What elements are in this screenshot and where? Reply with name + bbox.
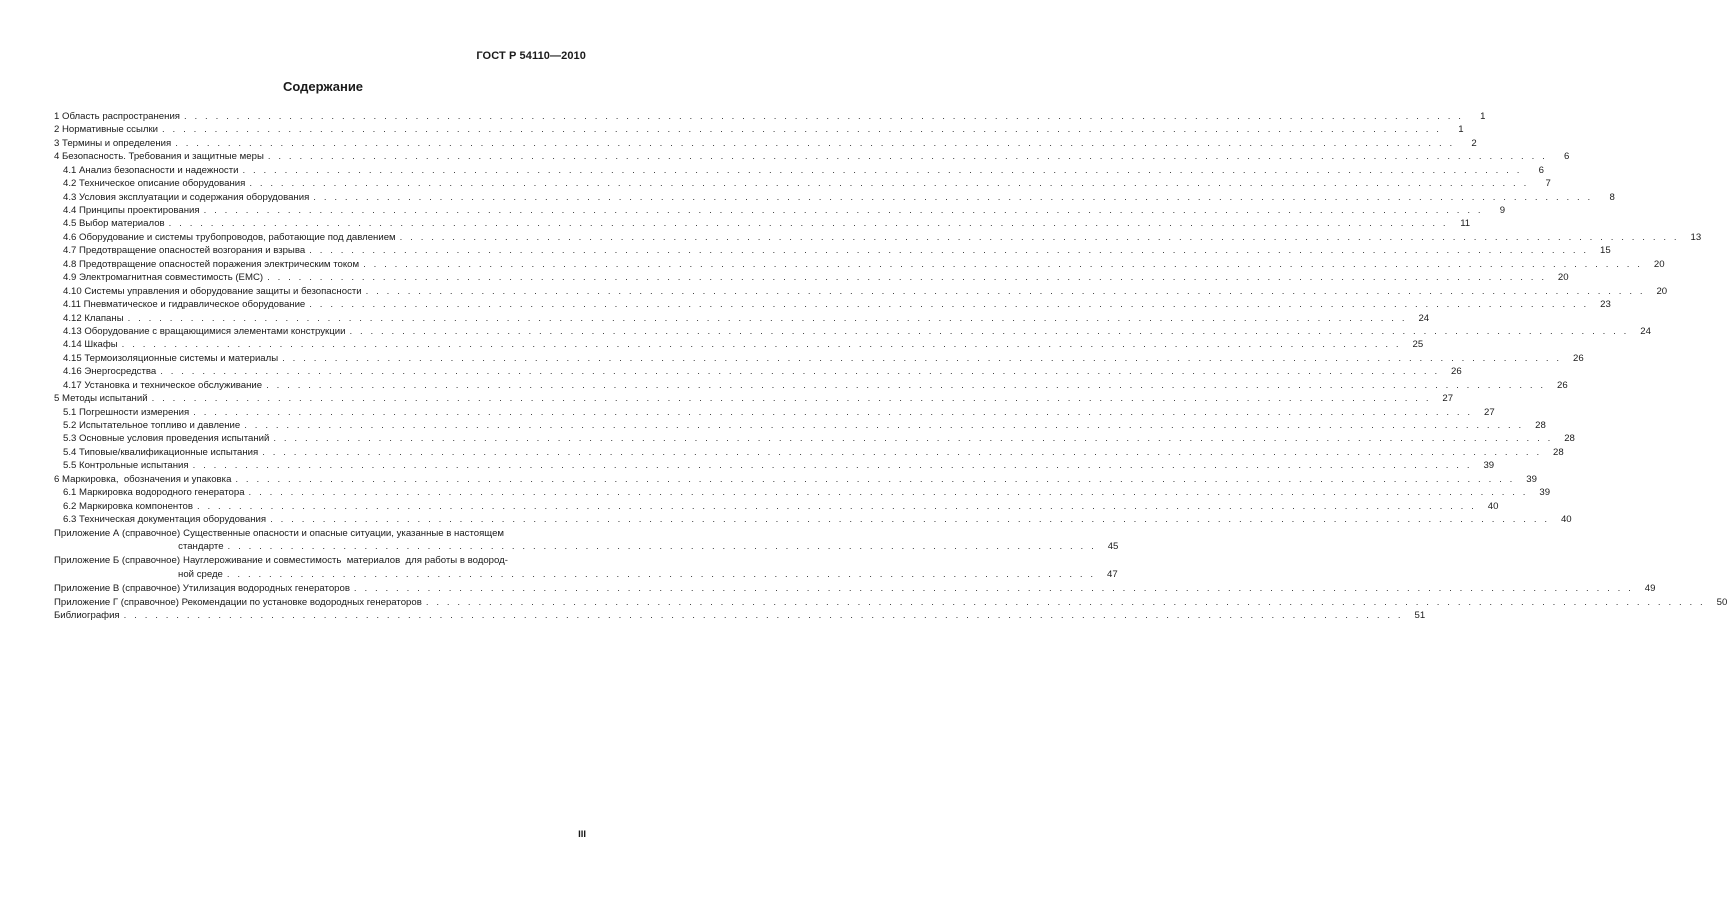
toc-entry-label: 4.6 Оборудование и системы трубопроводов, работающие под давлением xyxy=(63,231,396,243)
toc-entry[interactable] xyxy=(54,352,1584,365)
dot-leader xyxy=(242,164,1522,177)
dot-leader xyxy=(128,312,1408,325)
toc-entry-page: 11 xyxy=(1460,218,1471,230)
toc-entry-page: 15 xyxy=(1600,245,1611,257)
toc-entry[interactable] xyxy=(54,433,1575,446)
toc-entry[interactable] xyxy=(54,164,1544,177)
toc-entry[interactable] xyxy=(54,137,1477,150)
toc-entry[interactable] xyxy=(54,365,1462,378)
toc-entry-appendix-a[interactable] xyxy=(54,527,1119,554)
toc-entry-page: 45 xyxy=(1107,540,1119,552)
toc-entry-page: 1 xyxy=(1480,110,1486,122)
dot-leader xyxy=(124,609,1404,622)
toc-entry-label: 4.1 Анализ безопасности и надежности xyxy=(63,164,239,176)
toc-entry-label: 1 Область распространения xyxy=(54,110,180,122)
toc-entry-label: 4.5 Выбор материалов xyxy=(63,218,165,230)
toc-entry-page: 39 xyxy=(1483,460,1495,472)
toc-entry-page: 49 xyxy=(1644,583,1656,595)
toc-entry-label: 6 Маркировка, обозначения и упаковка xyxy=(54,473,232,485)
toc-entry-page: 28 xyxy=(1553,446,1564,458)
toc-entry-label: 4.3 Условия эксплуатации и содержания оборудования xyxy=(63,191,310,203)
appendix-prefix: Приложение Б (справочное) xyxy=(54,555,181,567)
toc-entry-label: Библиография xyxy=(54,610,120,622)
page-title: Содержание xyxy=(282,79,364,94)
appendix-prefix: Приложение А (справочное) xyxy=(54,527,181,539)
dot-leader xyxy=(349,325,1629,338)
toc-entry-label: 4.8 Предотвращение опасностей поражения электрическим током xyxy=(63,258,360,270)
toc-entry-label: 3 Термины и определения xyxy=(54,137,172,149)
toc-entry-page: 39 xyxy=(1526,473,1537,485)
toc-entry[interactable] xyxy=(54,177,1551,190)
page-number: III xyxy=(578,829,586,840)
toc-entry-page: 28 xyxy=(1535,420,1546,432)
dot-leader xyxy=(270,513,1550,526)
dot-leader xyxy=(204,204,1484,217)
toc-entry-page: 40 xyxy=(1560,514,1572,526)
toc-entry-label: 4 Безопасность. Требования и защитные меры xyxy=(54,151,264,163)
toc-entry-page: 7 xyxy=(1545,178,1551,190)
toc-entry[interactable] xyxy=(54,150,1570,163)
toc-entry-label: 6.3 Техническая документация оборудования xyxy=(63,514,267,526)
toc-entry-label: 6.2 Маркировка компонентов xyxy=(63,500,193,512)
dot-leader xyxy=(249,486,1529,499)
toc-entry-label: 4.4 Принципы проектирования xyxy=(63,205,200,217)
toc-entry[interactable] xyxy=(54,271,1569,284)
toc-entry[interactable] xyxy=(54,204,1506,217)
dot-leader xyxy=(309,298,1589,311)
toc-entry-label: 4.16 Энергосредства xyxy=(63,366,157,378)
toc-entry-page: 20 xyxy=(1557,272,1569,284)
toc-entry[interactable] xyxy=(54,312,1430,325)
dot-leader xyxy=(354,582,1634,595)
toc-entry-page: 24 xyxy=(1640,325,1651,337)
dot-leader xyxy=(262,446,1542,459)
toc-entry[interactable] xyxy=(54,123,1464,136)
dot-leader xyxy=(266,379,1546,392)
toc-entry-label: 4.9 Электромагнитная совместимость (ЕМС) xyxy=(63,272,264,284)
dot-leader xyxy=(282,352,1562,365)
toc-entry-page: 6 xyxy=(1538,164,1544,176)
dot-leader xyxy=(273,432,1553,445)
table-of-contents xyxy=(54,110,1727,623)
toc-entry-page: 28 xyxy=(1564,433,1575,445)
appendix-title-line1: Науглероживание и совместимость материалов для работы в водород- xyxy=(183,555,508,567)
dot-leader xyxy=(184,110,1464,123)
dot-leader xyxy=(268,150,1548,163)
dot-leader xyxy=(175,137,1455,150)
toc-entry-page: 1 xyxy=(1458,124,1464,136)
dot-leader xyxy=(169,217,1449,230)
dot-leader xyxy=(197,500,1477,513)
dot-leader xyxy=(228,540,1097,553)
toc-entry[interactable] xyxy=(54,218,1471,231)
dot-leader xyxy=(400,231,1680,244)
toc-entry-page: 39 xyxy=(1539,487,1551,499)
toc-entry-page: 23 xyxy=(1600,299,1611,311)
toc-entry-label: 5.5 Контрольные испытания xyxy=(63,460,189,472)
dot-leader xyxy=(235,473,1515,486)
toc-entry-label: Приложение Г (справочное) Рекомендации по установке водородных генераторов xyxy=(54,596,422,608)
toc-entry[interactable] xyxy=(54,338,1424,351)
toc-entry-page: 27 xyxy=(1442,393,1454,405)
dot-leader xyxy=(162,123,1442,136)
dot-leader xyxy=(313,191,1593,204)
toc-entry-page: 47 xyxy=(1107,568,1118,580)
toc-entry-label: 5.3 Основные условия проведения испытаний xyxy=(63,433,270,445)
dot-leader xyxy=(249,177,1529,190)
toc-entry-appendix-b[interactable] xyxy=(54,554,1118,581)
toc-entry-label: 2 Нормативные ссылки xyxy=(54,124,159,136)
toc-entry-label: 4.2 Техническое описание оборудования xyxy=(63,178,246,190)
toc-entry[interactable] xyxy=(54,285,1668,298)
document-code: ГОСТ Р 54110—2010 xyxy=(476,50,586,62)
toc-entry-page: 20 xyxy=(1656,285,1668,297)
toc-entry[interactable] xyxy=(54,419,1546,432)
appendix-title-line1: Существенные опасности и опасные ситуации, указанные в настоящем xyxy=(183,527,505,539)
toc-entry[interactable] xyxy=(54,258,1665,271)
dot-leader xyxy=(309,244,1589,257)
toc-entry-appendix-v[interactable] xyxy=(54,582,1656,595)
dot-leader xyxy=(152,392,1432,405)
toc-entry-label: 4.13 Оборудование с вращающимися элементами конструкции xyxy=(63,325,346,337)
dot-leader xyxy=(122,338,1402,351)
toc-entry-page: 24 xyxy=(1418,312,1430,324)
toc-entry-label: 5.4 Типовые/квалификационные испытания xyxy=(63,446,259,458)
toc-entry-page: 2 xyxy=(1471,137,1477,149)
toc-entry-bibliography[interactable] xyxy=(54,609,1426,622)
toc-entry[interactable] xyxy=(54,513,1572,526)
dot-leader xyxy=(366,285,1646,298)
toc-entry-label: 5 Методы испытаний xyxy=(54,393,148,405)
dot-leader xyxy=(227,568,1096,581)
toc-entry-page: 20 xyxy=(1653,258,1665,270)
toc-entry-appendix-g[interactable] xyxy=(54,596,1727,609)
toc-entry[interactable] xyxy=(54,110,1486,123)
appendix-title-line2: ной среде xyxy=(178,568,223,580)
toc-entry-label: 4.12 Клапаны xyxy=(63,312,124,324)
toc-entry[interactable] xyxy=(54,392,1454,405)
toc-entry-page: 13 xyxy=(1690,231,1702,243)
toc-entry[interactable] xyxy=(54,325,1651,338)
toc-entry-page: 25 xyxy=(1412,339,1424,351)
toc-entry-page: 26 xyxy=(1572,352,1584,364)
toc-entry-label: 4.14 Шкафы xyxy=(63,339,118,351)
toc-entry-page: 51 xyxy=(1414,610,1426,622)
toc-entry[interactable] xyxy=(54,298,1611,311)
dot-leader xyxy=(363,258,1643,271)
dot-leader xyxy=(426,596,1706,609)
toc-entry-label: 4.15 Термоизоляционные системы и материалы xyxy=(63,352,279,364)
toc-entry-page: 26 xyxy=(1556,379,1568,391)
toc-entry[interactable] xyxy=(54,473,1537,486)
dot-leader xyxy=(244,419,1524,432)
toc-entry-label: 6.1 Маркировка водородного генератора xyxy=(63,487,245,499)
toc-entry-page: 26 xyxy=(1451,366,1462,378)
toc-entry[interactable] xyxy=(54,191,1615,204)
toc-entry-label: 5.2 Испытательное топливо и давление xyxy=(63,420,241,432)
toc-entry[interactable] xyxy=(54,459,1495,472)
dot-leader xyxy=(160,365,1440,378)
toc-entry-page: 6 xyxy=(1564,151,1570,163)
toc-entry[interactable] xyxy=(54,379,1568,392)
toc-entry-page: 27 xyxy=(1484,406,1495,418)
toc-entry-page: 50 xyxy=(1716,596,1727,608)
toc-entry[interactable] xyxy=(54,244,1611,257)
toc-entry-label: 4.10 Системы управления и оборудование защиты и безопасности xyxy=(63,285,362,297)
toc-entry-page: 8 xyxy=(1609,191,1615,203)
toc-entry-label: 4.7 Предотвращение опасностей возгорания и взрыва xyxy=(63,245,306,257)
dot-leader xyxy=(267,271,1547,284)
appendix-title-line2: стандарте xyxy=(178,540,224,552)
toc-entry[interactable] xyxy=(54,446,1564,459)
toc-entry-label: 5.1 Погрешности измерения xyxy=(63,406,190,418)
toc-entry[interactable] xyxy=(54,231,1702,244)
toc-entry-page: 40 xyxy=(1487,500,1499,512)
toc-entry-page: 9 xyxy=(1499,205,1506,217)
dot-leader xyxy=(193,459,1473,472)
toc-entry[interactable] xyxy=(54,406,1495,419)
toc-entry[interactable] xyxy=(54,500,1499,513)
toc-entry-label: 4.17 Установка и техническое обслуживание xyxy=(63,379,263,391)
dot-leader xyxy=(193,406,1473,419)
toc-entry-label: Приложение В (справочное) Утилизация водородных генераторов xyxy=(54,583,350,595)
toc-entry-label: 4.11 Пневматическое и гидравлическое оборудование xyxy=(63,299,306,311)
toc-entry[interactable] xyxy=(54,486,1551,499)
